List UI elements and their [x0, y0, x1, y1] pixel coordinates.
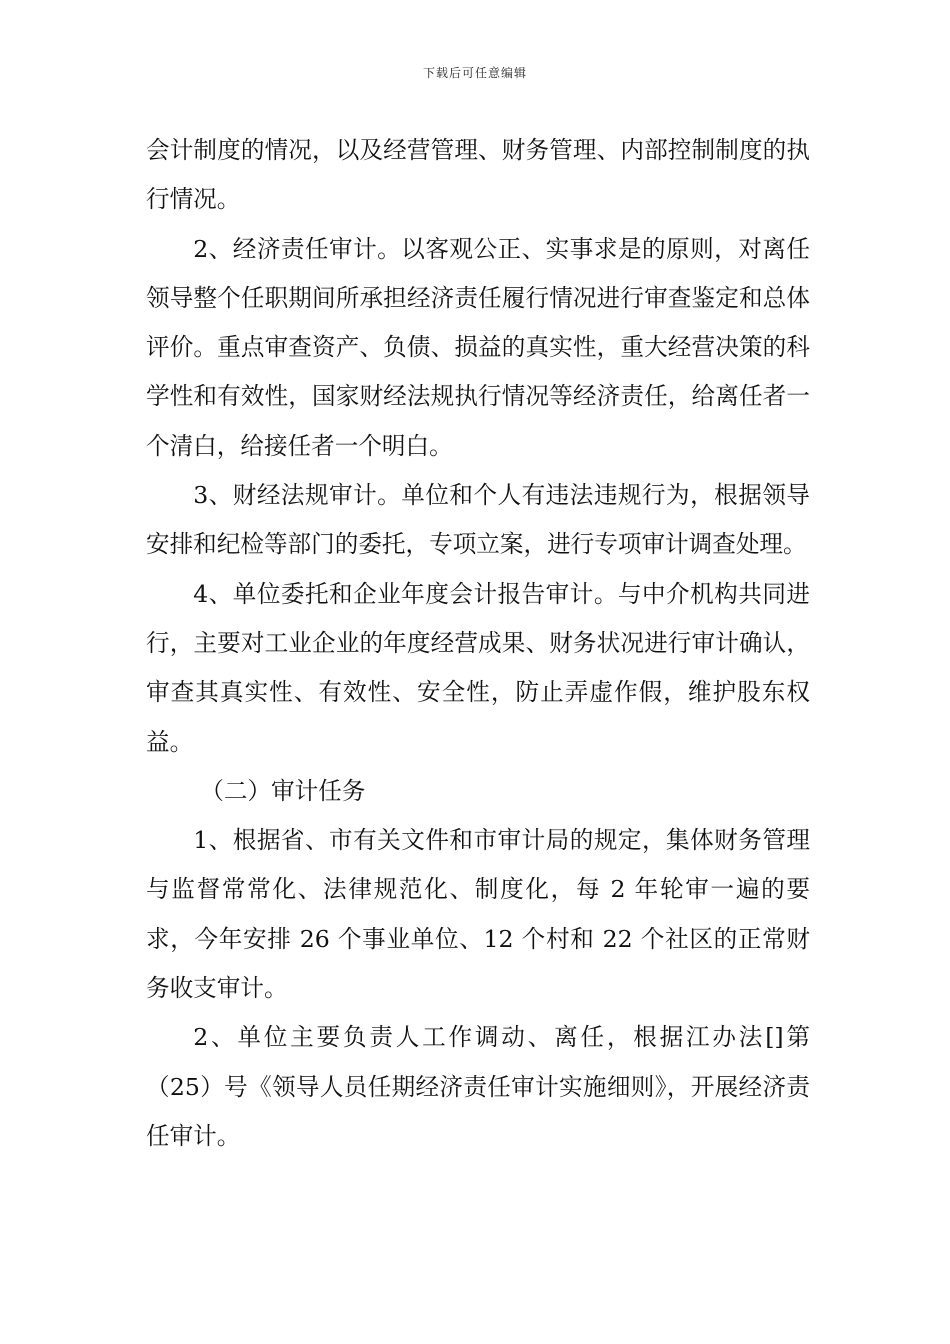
paragraph-annual-report-audit: 4、单位委托和企业年度会计报告审计。与中介机构共同进行，主要对工业企业的年度经营成果、财务状况进行审计确认，审查其真实性、有效性、安全性，防止弄虚作假，维护股东权益。 [146, 579, 810, 756]
section-heading-audit-tasks: （二）审计任务 [200, 776, 366, 805]
paragraph-continuation: 会计制度的情况，以及经营管理、财务管理、内部控制制度的执行情况。 [146, 136, 810, 214]
paragraph-task-2: 2、单位主要负责人工作调动、离任，根据江办法[]第（25）号《领导人员任期经济责任审计实施细则》，开展经济责任审计。 [146, 1023, 810, 1150]
paragraph-economic-responsibility-audit: 2、经济责任审计。以客观公正、实事求是的原则，对离任领导整个任职期间所承担经济责任履行情况进行审查鉴定和总体评价。重点审查资产、负债、损益的真实性，重大经营决策的科学性和有效性，国家财经法规执行情况等经济责任，给离任者一个清白，给接任者一个明白。 [146, 234, 810, 460]
paragraph-task-1: 1、根据省、市有关文件和市审计局的规定，集体财务管理与监督常常化、法律规范化、制度化，每 2 年轮审一遍的要求，今年安排 26 个事业单位、12 个村和 22 个社区的正常财务收支审计。 [146, 826, 810, 1003]
paragraph-financial-regulations-audit: 3、财经法规审计。单位和个人有违法违规行为，根据领导安排和纪检等部门的委托，专项立案，进行专项审计调查处理。 [146, 481, 810, 559]
page-header: 下载后可任意编辑 [422, 66, 527, 80]
document-body [146, 126, 810, 1161]
